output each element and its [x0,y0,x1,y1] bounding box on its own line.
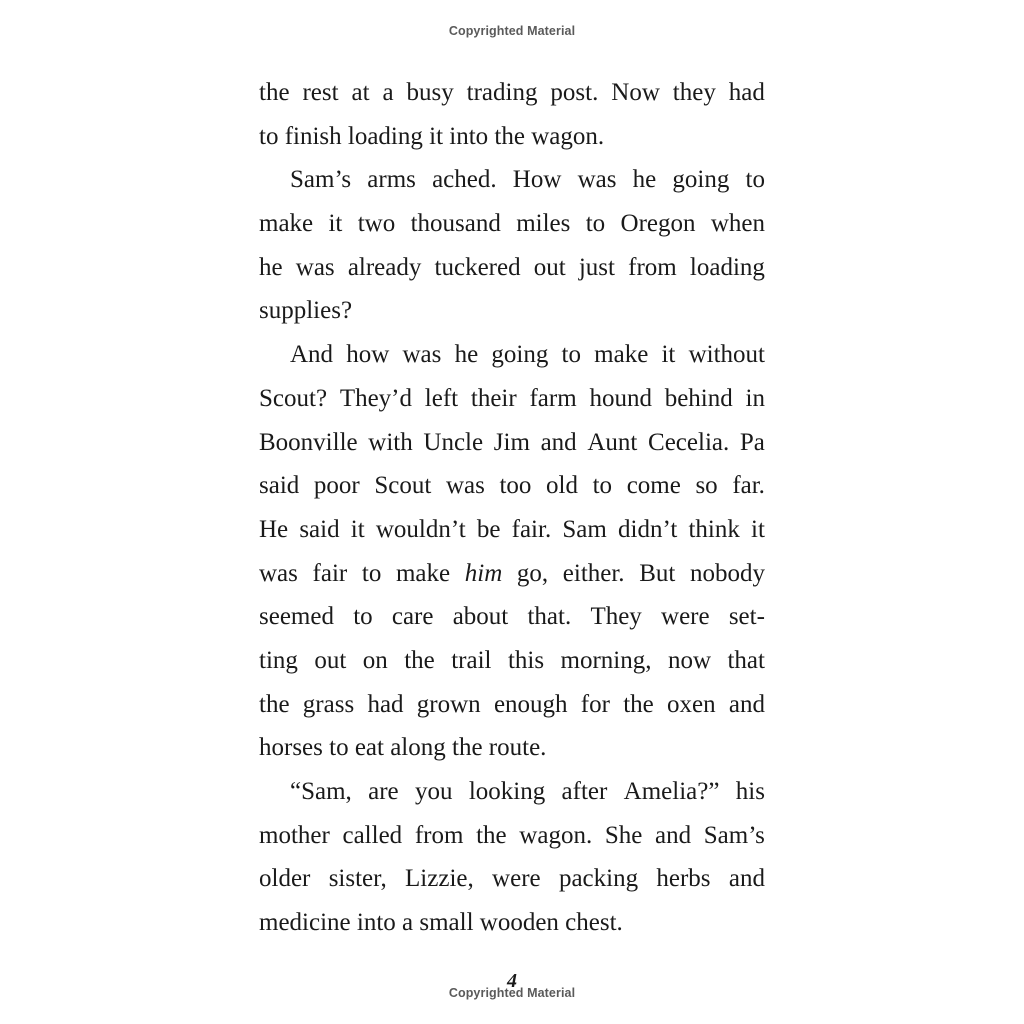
text-line: horses to eat along the route. [259,734,547,762]
word: was [577,166,617,194]
word: two [357,210,396,238]
word: fair. [511,515,552,543]
word: arms [367,166,416,194]
word: with [368,428,413,456]
text-line [259,464,765,508]
text-line [259,639,765,683]
word: and [728,865,765,893]
page-number: 4 [507,970,517,992]
word: already [347,253,422,281]
word: he [259,253,283,281]
word: trail [451,646,492,674]
word: are [368,778,399,805]
page-body-text [259,71,765,945]
word: miles [516,210,571,238]
word: was [445,472,485,500]
word: Scout [374,472,432,500]
text-line: to finish loading it into the wagon. [259,122,605,150]
word: it [751,515,765,543]
word: Sam’s [703,821,765,849]
word: the [476,821,507,849]
word: Scout? [259,384,328,412]
text-line [259,246,765,290]
word: to [592,472,613,500]
footer-copyright-notice: Copyrighted Material [448,986,576,1000]
word: She [604,821,643,849]
word: it [350,515,365,543]
word: Amelia?” [623,778,720,805]
word: to [361,559,382,587]
text-line [259,158,765,202]
text-line [259,421,765,465]
word: They’d [339,384,413,412]
word: without [688,341,765,369]
word: busy [406,79,454,106]
word: set- [728,603,765,631]
text-line [259,202,765,246]
word: How [512,166,562,194]
text-line [259,552,765,596]
word: farm [529,384,577,412]
word: But [639,559,676,587]
text-line [259,814,765,858]
text-line [259,377,765,421]
word: at [351,79,370,106]
word: the [259,79,290,106]
word: to [353,603,373,631]
word: He [259,515,289,543]
word: sister, [328,865,387,893]
word: grown [416,690,481,718]
word: said [299,515,340,543]
word: oxen [667,690,716,718]
word: they [672,79,716,106]
word: the [259,690,290,718]
word: Aunt [587,428,638,456]
word: behind [664,384,733,412]
word: were [492,865,541,893]
word: to [745,166,765,194]
word: said [259,472,300,500]
word: post. [550,79,599,106]
word: Lizzie, [405,865,474,893]
word: make [395,559,451,587]
word: morning, [560,646,652,674]
word: you [414,778,453,805]
word: thousand [410,210,501,238]
word: on [362,646,388,674]
word: loading [689,253,765,281]
word: out [314,646,347,674]
word: They [590,603,642,631]
word: the [404,646,435,674]
word: enough [493,690,568,718]
word: ached. [432,166,497,194]
word: go, [516,559,549,587]
word: when [710,210,765,238]
emphasized-word: him [464,559,503,587]
word: wouldn’t [375,515,466,543]
header-copyright-notice: Copyrighted Material [448,24,576,38]
word: how [346,341,390,369]
word: mother [259,821,330,849]
word: think [688,515,740,543]
word: nobody [689,559,765,587]
word: And [290,341,334,369]
word: Oregon [620,210,696,238]
word: rest [302,79,339,106]
word: the [623,690,654,718]
word: a [382,79,394,106]
word: called [342,821,403,849]
word: Jim [493,428,530,456]
text-line: supplies? [259,297,353,325]
word: and [728,690,765,718]
word: just [578,253,615,281]
word: was [402,341,442,369]
word: it [328,210,343,238]
word: “Sam, [290,778,352,805]
word: their [470,384,517,412]
word: either. [562,559,625,587]
word: hound [589,384,652,412]
word: this [507,646,545,674]
word: going [491,341,549,369]
word: make [594,341,649,369]
word: grass [302,690,355,718]
text-line [259,683,765,727]
word: had [367,690,404,718]
word: too [499,472,532,500]
word: ting [259,646,298,674]
word: trading [466,79,538,106]
word: fair [312,559,348,587]
word: that [727,646,765,674]
word: it [661,341,676,369]
word: after [561,778,608,805]
word: older [259,865,311,893]
word: in [745,384,765,412]
word: was [259,559,298,587]
word: he [454,341,479,369]
word: far. [732,472,765,500]
text-line [259,333,765,377]
word: had [728,79,765,106]
word: from [628,253,677,281]
word: tuckered [434,253,521,281]
text-line [259,857,765,901]
text-line: medicine into a small wooden chest. [259,909,623,937]
word: was [295,253,335,281]
word: out [533,253,566,281]
word: about [452,603,509,631]
word: and [540,428,577,456]
word: were [661,603,710,631]
word: Boonville [259,428,358,456]
word: and [655,821,692,849]
word: his [735,778,765,805]
word: care [391,603,434,631]
word: be [476,515,501,543]
word: to [585,210,606,238]
text-line [259,508,765,552]
word: Sam [562,515,607,543]
word: to [561,341,581,369]
word: Sam’s [290,166,352,194]
word: so [695,472,718,500]
word: Pa [739,428,765,456]
word: make [259,210,314,238]
word: come [626,472,681,500]
word: going [672,166,730,194]
word: now [667,646,711,674]
text-line [259,595,765,639]
text-line [259,71,765,115]
word: Now [611,79,660,106]
word: wagon. [519,821,593,849]
word: he [632,166,657,194]
word: Cecelia. [648,428,730,456]
word: seemed [259,603,334,631]
text-line [259,770,765,814]
word: poor [313,472,360,500]
word: herbs [656,865,711,893]
word: from [414,821,464,849]
word: didn’t [618,515,678,543]
word: for [580,690,610,718]
word: left [424,384,459,412]
word: looking [468,778,546,805]
word: that. [527,603,572,631]
word: packing [558,865,639,893]
word: old [546,472,578,500]
word: Uncle [423,428,484,456]
